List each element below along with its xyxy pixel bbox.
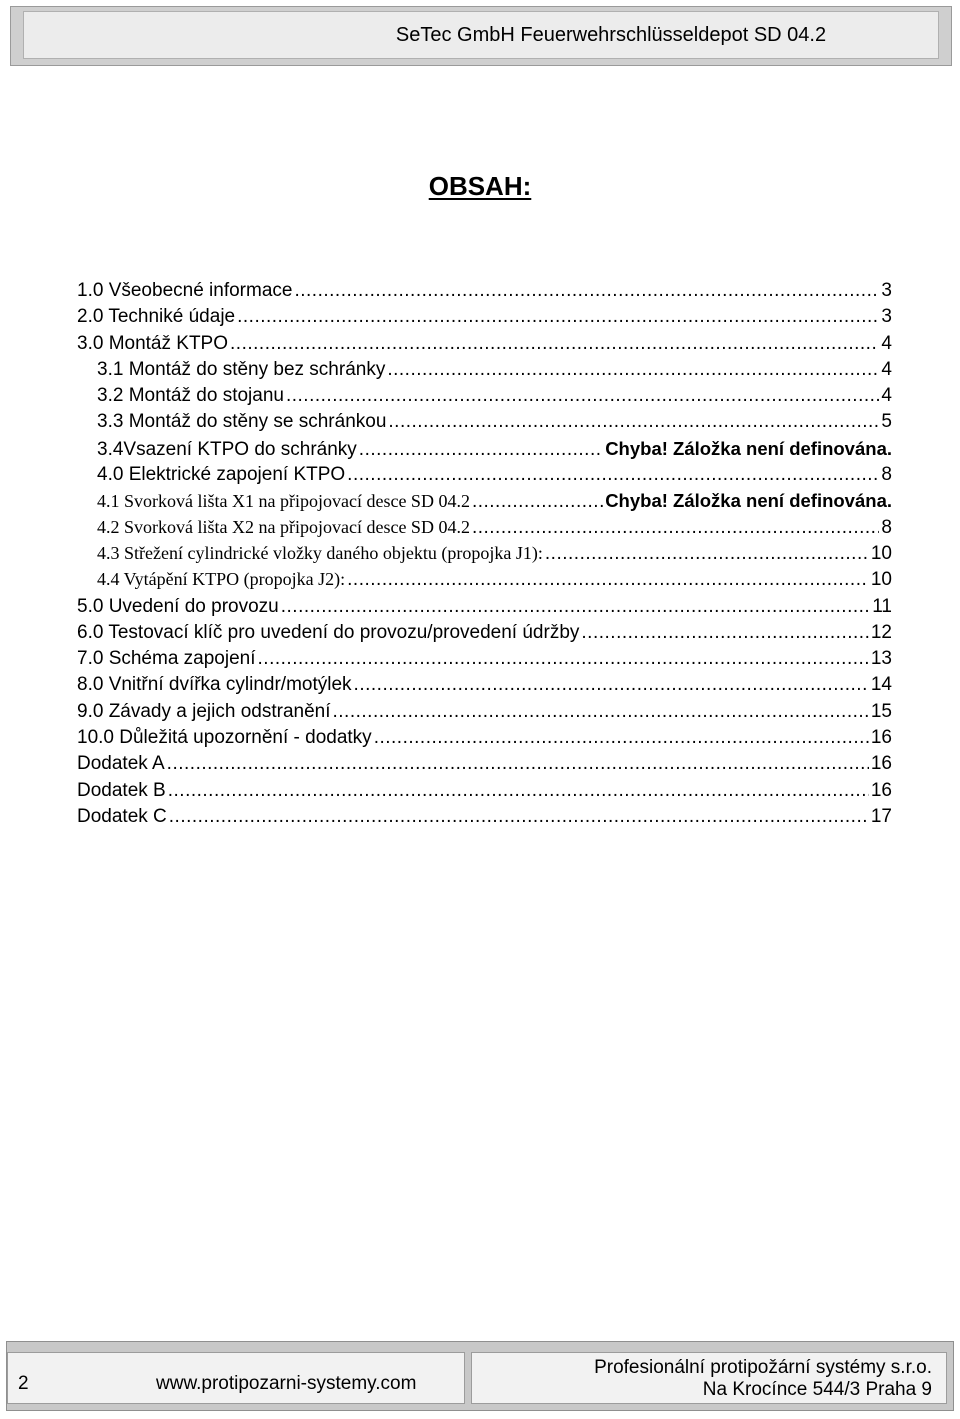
toc-entry-label: 5.0 Uvedení do provozu [77, 595, 279, 617]
toc-entry-page: 3 [881, 306, 892, 328]
toc-entry-page-error: Chyba! Záložka není definována. [605, 437, 892, 459]
toc-entry-page: 13 [870, 648, 892, 670]
toc-leader-dots [167, 753, 869, 775]
toc-leader-dots [347, 464, 879, 486]
toc-leader-dots [286, 385, 879, 407]
toc-entry-label: 8.0 Vnitřní dvířka cylindr/motýlek [77, 674, 352, 696]
toc-entry-label: Dodatek A [77, 753, 165, 775]
toc-leader-dots [294, 280, 879, 302]
toc-entry-page: 4 [881, 332, 892, 354]
toc-entry[interactable] [77, 806, 892, 832]
toc-entry-page: 15 [870, 700, 892, 722]
toc-leader-dots [333, 701, 869, 723]
toc-entry-page-error: Chyba! Záložka není definována. [605, 490, 892, 512]
page-footer [6, 1341, 954, 1411]
toc-leader-dots [545, 543, 869, 565]
toc-leader-dots [258, 648, 869, 670]
toc-entry-label: 2.0 Techniké údaje [77, 306, 236, 328]
toc-entry[interactable] [77, 411, 892, 437]
toc-entry[interactable] [77, 490, 892, 516]
toc-entry-label: Dodatek B [77, 779, 166, 801]
toc-leader-dots [359, 439, 603, 461]
toc-entry-page: 10 [870, 542, 892, 564]
toc-entry[interactable] [77, 753, 892, 779]
toc-entry-page: 4 [881, 385, 892, 407]
toc-entry-label: 4.4 Vytápění KTPO (propojka J2): [97, 569, 346, 590]
toc-entry[interactable] [77, 306, 892, 332]
toc-entry-label: 10.0 Důležitá upozornění - dodatky [77, 727, 372, 749]
toc-entry[interactable] [77, 464, 892, 490]
footer-address: Na Krocínce 544/3 Praha 9 [702, 1379, 932, 1400]
toc-leader-dots [581, 622, 868, 644]
toc-entry-label: 1.0 Všeobecné informace [77, 280, 293, 301]
toc-leader-dots [281, 596, 871, 618]
toc-leader-dots [168, 780, 869, 802]
footer-left-box [7, 1352, 465, 1404]
toc-leader-dots [388, 411, 879, 433]
toc-leader-dots [230, 333, 879, 355]
toc-entry-label: 7.0 Schéma zapojení [77, 648, 256, 670]
toc-entry-label: 9.0 Závady a jejich odstranění [77, 700, 331, 722]
toc-leader-dots [472, 517, 879, 539]
toc-entry-label: 4.3 Střežení cylindrické vložky daného objektu (propojka J1): [97, 542, 543, 563]
toc-leader-dots [354, 674, 869, 696]
toc-entry-page: 8 [881, 464, 892, 486]
toc-leader-dots [169, 806, 869, 828]
footer-page-number: 2 [18, 1373, 29, 1394]
toc-entry-page: 4 [881, 358, 892, 380]
toc-leader-dots [472, 491, 603, 513]
toc-leader-dots [347, 569, 869, 591]
toc-leader-dots [387, 359, 879, 381]
toc-entry-page: 11 [872, 595, 892, 617]
footer-right-box [471, 1352, 947, 1404]
page-header [10, 6, 952, 66]
toc-entry-label: 4.0 Elektrické zapojení KTPO [97, 464, 346, 486]
toc-entry-label: 3.1 Montáž do stěny bez schránky [97, 358, 386, 380]
toc-entry[interactable] [77, 727, 892, 753]
toc-entry-label: Dodatek C [77, 805, 167, 827]
toc-entry-page: 16 [870, 779, 892, 801]
toc-entry[interactable] [77, 569, 892, 595]
toc-entry-label: 4.2 Svorková lišta X2 na připojovací desce SD 04.2 [97, 516, 470, 537]
toc-entry-page: 3 [881, 280, 892, 301]
footer-website-link[interactable]: www.protipozarni-systemy.com [156, 1373, 417, 1394]
toc-entry-label: 3.0 Montáž KTPO [77, 332, 229, 354]
toc-entry[interactable] [77, 701, 892, 727]
toc-entry[interactable] [77, 280, 892, 306]
toc-entry-label: 3.2 Montáž do stojanu [97, 385, 284, 407]
toc-leader-dots [374, 727, 869, 749]
toc-entry[interactable] [77, 359, 892, 385]
toc-entry[interactable] [77, 333, 892, 359]
header-title: SeTec GmbH Feuerwehrschlüsseldepot SD 04.2 [395, 23, 827, 46]
toc-leader-dots [237, 306, 879, 328]
toc-entry-label: 3.3 Montáž do stěny se schránkou [97, 411, 387, 433]
toc-entry-label: 3.4Vsazení KTPO do schránky [97, 438, 357, 460]
toc-entry-page: 10 [870, 569, 892, 591]
toc-entry[interactable] [77, 780, 892, 806]
toc-entry-label: 4.1 Svorková lišta X1 na připojovací desce SD 04.2 [97, 491, 470, 512]
toc-title: OBSAH: [428, 171, 532, 201]
toc-entry[interactable] [77, 674, 892, 700]
toc-entry-page: 12 [870, 621, 892, 643]
toc-entry-page: 14 [870, 674, 892, 696]
toc-entry[interactable] [77, 543, 892, 569]
toc-entry-page: 16 [870, 727, 892, 749]
toc-entry[interactable] [77, 517, 892, 543]
toc-entry[interactable] [77, 648, 892, 674]
toc-entry-page: 5 [881, 411, 892, 433]
page-header-inner [23, 11, 939, 59]
toc-entry[interactable] [77, 596, 892, 622]
toc-entry-page: 17 [870, 805, 892, 827]
table-of-contents [77, 280, 892, 832]
footer-company: Profesionální protipožární systémy s.r.o. [594, 1357, 932, 1378]
toc-entry[interactable] [77, 622, 892, 648]
toc-entry[interactable] [77, 438, 892, 464]
toc-entry-page: 8 [881, 516, 892, 538]
toc-entry-page: 16 [870, 753, 892, 775]
toc-entry[interactable] [77, 385, 892, 411]
toc-entry-label: 6.0 Testovací klíč pro uvedení do provozu/provedení údržby [77, 621, 580, 643]
